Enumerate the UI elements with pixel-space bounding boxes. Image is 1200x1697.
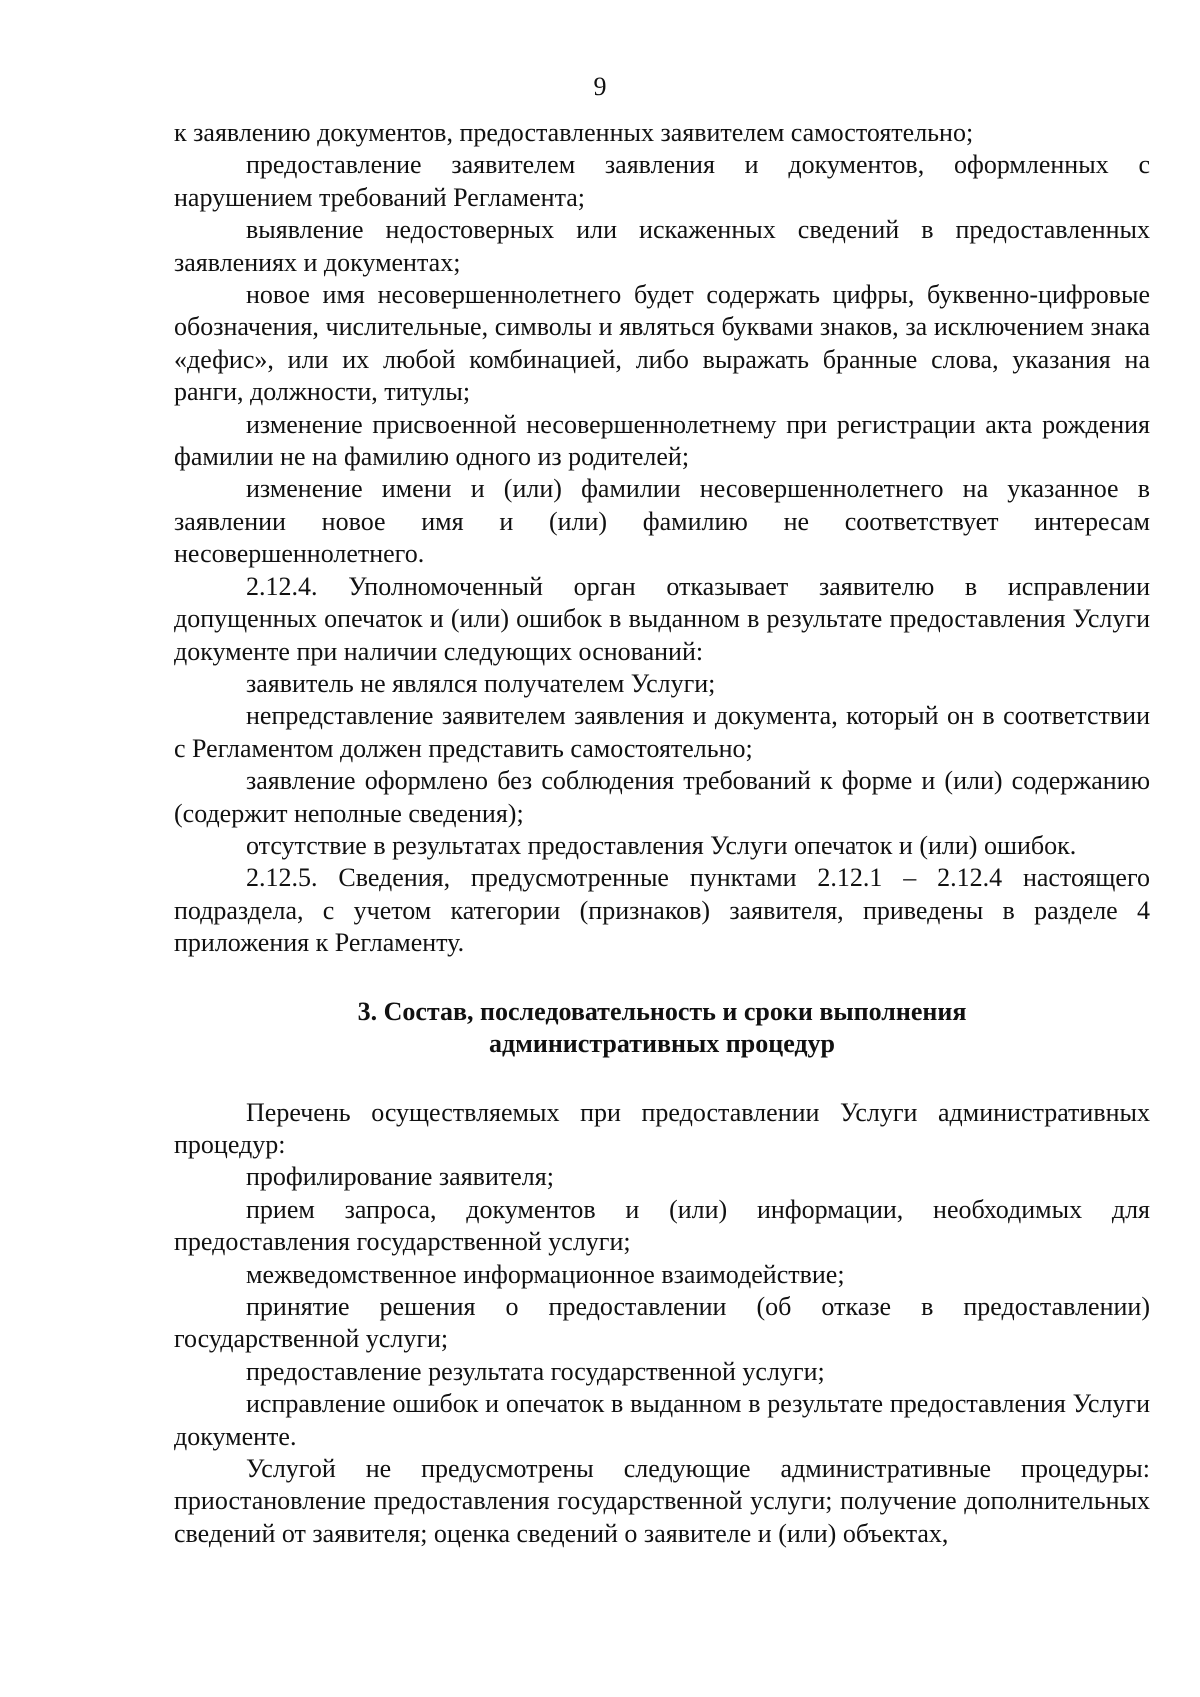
paragraph: заявление оформлено без соблюдения требований к форме и (или) содержанию (содержит неполные сведения); xyxy=(174,766,1150,828)
paragraph: непредставление заявителем заявления и документа, который он в соответствии с Регламентом должен представить самостоятельно; xyxy=(174,701,1150,763)
paragraph: к заявлению документов, предоставленных заявителем самостоятельно; xyxy=(174,118,974,147)
paragraph: Услугой не предусмотрены следующие административные процедуры: приостановление предоставления государственной услуги; получение дополнительных сведений от заявителя; оценка сведений о заявителе и (или) объектах, xyxy=(174,1454,1150,1548)
section-heading xyxy=(174,996,1150,1060)
section-heading-line: 3. Состав, последовательность и сроки выполнения xyxy=(357,996,967,1026)
document-body xyxy=(174,117,1150,1550)
page-number: 9 xyxy=(593,72,607,101)
paragraph: изменение присвоенной несовершеннолетнему при регистрации акта рождения фамилии не на фамилию одного из родителей; xyxy=(174,409,1150,472)
paragraph: исправление ошибок и опечаток в выданном в результате предоставления Услуги документе. xyxy=(174,1389,1150,1451)
paragraph: профилирование заявителя; xyxy=(246,1162,554,1192)
paragraph: межведомственное информационное взаимодействие; xyxy=(246,1259,845,1289)
paragraph: выявление недостоверных или искаженных сведений в предоставленных заявлениях и документах; xyxy=(174,215,1150,277)
paragraphs-before-section xyxy=(174,117,1150,960)
paragraphs-after-section xyxy=(174,1097,1150,1551)
paragraph: отсутствие в результатах предоставления Услуги опечаток и (или) ошибок. xyxy=(246,830,1077,860)
paragraph: прием запроса, документов и (или) информации, необходимых для предоставления государственной услуги; xyxy=(174,1194,1150,1257)
paragraph: предоставление результата государственной услуги; xyxy=(246,1356,825,1386)
paragraph: Перечень осуществляемых при предоставлении Услуги административных процедур: xyxy=(174,1097,1150,1159)
paragraph: новое имя несовершеннолетнего будет содержать цифры, буквенно-цифровые обозначения, числительные, символы и являться буквами знаков, за исключением знака «дефис», или их любой комбинацией, либо выражать бранные слова, указания на ранги, должности, титулы; xyxy=(174,280,1150,407)
paragraph: изменение имени и (или) фамилии несовершеннолетнего на указанное в заявлении новое имя и (или) фамилию не соответствует интересам несовершеннолетнего. xyxy=(174,474,1150,569)
paragraph: предоставление заявителем заявления и документов, оформленных с нарушением требований Регламента; xyxy=(174,150,1150,212)
paragraph: принятие решения о предоставлении (об отказе в предоставлении) государственной услуги; xyxy=(174,1292,1150,1354)
paragraph: заявитель не являлся получателем Услуги; xyxy=(246,668,716,698)
section-heading-line: административных процедур xyxy=(488,1028,836,1058)
paragraph: 2.12.4. Уполномоченный орган отказывает заявителю в исправлении допущенных опечаток и (или) ошибок в выданном в результате предоставления Услуги документе при наличии следующих оснований: xyxy=(174,571,1150,666)
paragraph: 2.12.5. Сведения, предусмотренные пунктами 2.12.1 – 2.12.4 настоящего подраздела, с учетом категории (признаков) заявителя, приведены в разделе 4 приложения к Регламенту. xyxy=(174,863,1150,958)
